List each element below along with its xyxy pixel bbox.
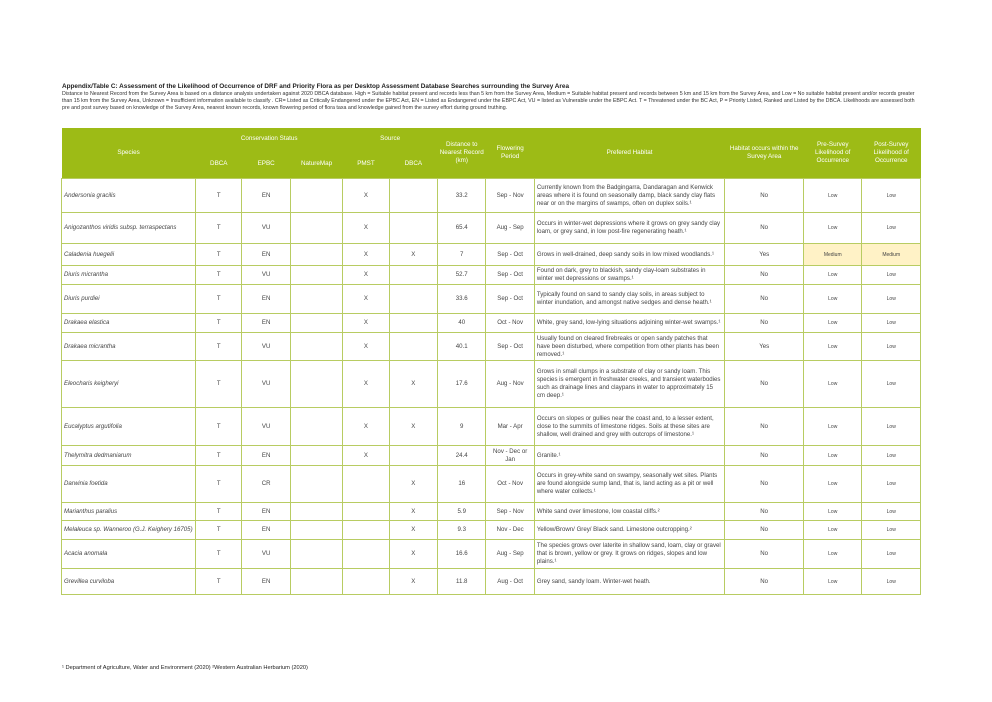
pre-survey-cell: Low [804,266,862,285]
table-row [62,314,921,333]
pre-survey-cell: Low [804,333,862,361]
dbca-status-cell: T [196,179,242,213]
distance-cell: 7 [438,244,486,266]
pmst-cell: X [343,333,389,361]
pmst-cell: X [343,285,389,314]
dbca-status-cell: T [196,213,242,244]
pmst-cell: X [343,408,389,446]
naturemap-cell [290,314,342,333]
naturemap-cell [290,285,342,314]
species-cell: Acacia anomala [62,540,196,569]
dbca-status-cell: T [196,333,242,361]
dbca-source-cell: X [389,503,437,521]
habitat-cell: Occurs in winter-wet depressions where it grows on grey sandy clay loam, or grey sand, in low post-fire regenerating heath.¹ [534,213,725,244]
dbca-status-cell: T [196,503,242,521]
epbc-status-cell: EN [242,179,290,213]
habitat-cell: Usually found on cleared firebreaks or open sandy patches that have been disturbed, where competition from other plants has been removed.¹ [534,333,725,361]
flowering-cell: Sep - Nov [486,179,534,213]
post-survey-cell: Low [862,503,921,521]
distance-cell: 16 [438,466,486,503]
header-epbc: EPBC [242,150,290,179]
flowering-cell: Aug - Nov [486,361,534,408]
dbca-status-cell: T [196,466,242,503]
flowering-cell: Sep - Oct [486,285,534,314]
pmst-cell [343,503,389,521]
naturemap-cell [290,466,342,503]
header-flowering: Flowering Period [486,128,534,179]
species-cell: Darwinia foetida [62,466,196,503]
species-cell: Caladenia huegelii [62,244,196,266]
post-survey-cell: Low [862,314,921,333]
epbc-status-cell: EN [242,314,290,333]
likelihood-table [61,128,921,595]
dbca-status-cell: T [196,540,242,569]
species-cell: Thelymitra dedmaniarum [62,446,196,466]
table-body [62,179,921,595]
flowering-cell: Oct - Nov [486,314,534,333]
flowering-cell: Nov - Dec or Jan [486,446,534,466]
pre-survey-cell: Medium [804,244,862,266]
habitat-occurs-cell: No [725,179,804,213]
habitat-occurs-cell: No [725,213,804,244]
pmst-cell: X [343,314,389,333]
table-row [62,466,921,503]
species-cell: Drakaea micrantha [62,333,196,361]
habitat-occurs-cell: Yes [725,333,804,361]
species-cell: Eucalyptus argutifolia [62,408,196,446]
epbc-status-cell: VU [242,213,290,244]
dbca-status-cell: T [196,266,242,285]
habitat-occurs-cell: No [725,314,804,333]
table-row [62,446,921,466]
pre-survey-cell: Low [804,446,862,466]
table-row [62,244,921,266]
habitat-occurs-cell: No [725,521,804,540]
dbca-source-cell [389,266,437,285]
distance-cell: 24.4 [438,446,486,466]
naturemap-cell [290,244,342,266]
habitat-occurs-cell: Yes [725,244,804,266]
pre-survey-cell: Low [804,361,862,408]
table-row [62,503,921,521]
dbca-status-cell: T [196,244,242,266]
table-row [62,266,921,285]
flowering-cell: Sep - Oct [486,266,534,285]
post-survey-cell: Low [862,333,921,361]
flowering-cell: Oct - Nov [486,466,534,503]
distance-cell: 16.6 [438,540,486,569]
distance-cell: 52.7 [438,266,486,285]
habitat-occurs-cell: No [725,540,804,569]
epbc-status-cell: EN [242,285,290,314]
pre-survey-cell: Low [804,521,862,540]
pre-survey-cell: Low [804,285,862,314]
flowering-cell: Mar - Apr [486,408,534,446]
epbc-status-cell: EN [242,569,290,595]
dbca-source-cell [389,179,437,213]
dbca-source-cell: X [389,521,437,540]
table-row [62,333,921,361]
habitat-cell: Yellow/Brown/ Grey/ Black sand. Limestone outcropping.² [534,521,725,540]
header-pre-survey: Pre-Survey Likelihood of Occurrence [804,128,862,179]
post-survey-cell: Low [862,285,921,314]
habitat-cell: Typically found on sand to sandy clay soils, in areas subject to winter inundation, and amongst native sedges and dense heath.¹ [534,285,725,314]
dbca-status-cell: T [196,285,242,314]
habitat-cell: White, grey sand, low-lying situations adjoining winter-wet swamps.¹ [534,314,725,333]
table-row [62,179,921,213]
species-cell: Andersonia gracilis [62,179,196,213]
post-survey-cell: Low [862,521,921,540]
header-species: Species [62,128,196,179]
habitat-cell: Found on dark, grey to blackish, sandy clay-loam substrates in winter wet depressions or swamps.¹ [534,266,725,285]
distance-cell: 65.4 [438,213,486,244]
naturemap-cell [290,446,342,466]
epbc-status-cell: EN [242,521,290,540]
habitat-cell: Currently known from the Badgingarra, Dandaragan and Kenwick areas where it is found on seasonally damp, black sandy clay flats near or on the margins of swamps, often on duplex soils.¹ [534,179,725,213]
species-cell: Anigozanthos viridis subsp. terraspectans [62,213,196,244]
distance-cell: 9.3 [438,521,486,540]
flowering-cell: Sep - Oct [486,333,534,361]
naturemap-cell [290,361,342,408]
post-survey-cell: Medium [862,244,921,266]
header-source: Source [343,128,438,150]
species-cell: Melaleuca sp. Wanneroo (G.J. Keighery 16705) [62,521,196,540]
habitat-cell: The species grows over laterite in shallow sand, loam, clay or gravel that is brown, yellow or grey. It grows on ridges, slopes and low plains.¹ [534,540,725,569]
table-title: Appendix/Table C: Assessment of the Likelihood of Occurrence of DRF and Priority Flora as per Desktop Assessment Database Searches surrounding the Survey Area [62,83,570,90]
naturemap-cell [290,503,342,521]
habitat-cell: Granite.¹ [534,446,725,466]
pre-survey-cell: Low [804,569,862,595]
pmst-cell: X [343,244,389,266]
epbc-status-cell: VU [242,408,290,446]
dbca-source-cell [389,213,437,244]
pre-survey-cell: Low [804,179,862,213]
pmst-cell [343,521,389,540]
distance-cell: 40 [438,314,486,333]
flowering-cell: Nov - Dec [486,521,534,540]
dbca-source-cell: X [389,361,437,408]
header-naturemap: NatureMap [290,150,342,179]
dbca-source-cell: X [389,466,437,503]
distance-cell: 40.1 [438,333,486,361]
habitat-occurs-cell: No [725,361,804,408]
pmst-cell: X [343,446,389,466]
habitat-occurs-cell: No [725,266,804,285]
naturemap-cell [290,266,342,285]
header-habitat: Prefered Habitat [534,128,725,179]
epbc-status-cell: VU [242,266,290,285]
pre-survey-cell: Low [804,503,862,521]
epbc-status-cell: VU [242,361,290,408]
habitat-cell: Occurs in grey-white sand on swampy, seasonally wet sites. Plants are found alongside sump land, that is, land acting as a pit or well where water collects.¹ [534,466,725,503]
dbca-status-cell: T [196,521,242,540]
dbca-source-cell: X [389,244,437,266]
dbca-source-cell: X [389,408,437,446]
habitat-cell: Grey sand, sandy loam. Winter-wet heath. [534,569,725,595]
dbca-status-cell: T [196,314,242,333]
pre-survey-cell: Low [804,408,862,446]
naturemap-cell [290,569,342,595]
habitat-occurs-cell: No [725,503,804,521]
species-cell: Drakaea elastica [62,314,196,333]
post-survey-cell: Low [862,466,921,503]
post-survey-cell: Low [862,408,921,446]
dbca-source-cell: X [389,569,437,595]
flowering-cell: Aug - Sep [486,213,534,244]
distance-cell: 17.6 [438,361,486,408]
header-pmst: PMST [343,150,389,179]
naturemap-cell [290,540,342,569]
table-row [62,521,921,540]
habitat-cell: Grows in small clumps in a substrate of clay or sandy loam. This species is emergent in freshwater creeks, and transient waterbodies such as drainage lines and claypans in water to approximately 15 cm deep.¹ [534,361,725,408]
dbca-status-cell: T [196,446,242,466]
dbca-status-cell: T [196,361,242,408]
habitat-occurs-cell: No [725,285,804,314]
post-survey-cell: Low [862,540,921,569]
distance-cell: 11.8 [438,569,486,595]
dbca-source-cell [389,285,437,314]
epbc-status-cell: CR [242,466,290,503]
species-cell: Grevillea curviloba [62,569,196,595]
epbc-status-cell: VU [242,540,290,569]
pmst-cell [343,569,389,595]
species-cell: Marianthus paralius [62,503,196,521]
post-survey-cell: Low [862,361,921,408]
table-intro: Distance to Nearest Record from the Survey Area is based on a distance analysis undertaken against 2020 DBCA database. High = Suitable habitat present and records less than 5 km from the Survey Area, Medium = Suitable habitat present and records between 5 km and 15 km from the Survey Area, and Low = No suitable habitat present and/or records greater than 15 km from the Survey Area, Unknown = Insufficient information available to classify . CR= Listed as Critically Endangered under the EPBC Act, EN = Listed as Endangered under the EBPC Act, VU = listed as Vulnerable under the EBPC Act. T = Threatened under the BC Act, P = Priority Listed, Ranked and Listed by the DBCA. Likelihoods are assessed both pre and post survey based on knowledge of the Survey Area, nearest known records, known flowering period of flora taxa and knowledge gained from the survey effort during ground truthing. [62,91,915,111]
pre-survey-cell: Low [804,540,862,569]
pmst-cell [343,540,389,569]
post-survey-cell: Low [862,213,921,244]
habitat-occurs-cell: No [725,446,804,466]
post-survey-cell: Low [862,446,921,466]
pre-survey-cell: Low [804,314,862,333]
table-row [62,569,921,595]
flowering-cell: Aug - Oct [486,569,534,595]
epbc-status-cell: EN [242,446,290,466]
habitat-occurs-cell: No [725,466,804,503]
pre-survey-cell: Low [804,213,862,244]
post-survey-cell: Low [862,569,921,595]
table-row [62,361,921,408]
pmst-cell [343,466,389,503]
species-cell: Diuris purdiei [62,285,196,314]
flowering-cell: Sep - Oct [486,244,534,266]
dbca-source-cell [389,446,437,466]
header-dbca: DBCA [196,150,242,179]
pre-survey-cell: Low [804,466,862,503]
dbca-source-cell [389,314,437,333]
pmst-cell: X [343,361,389,408]
table-row [62,213,921,244]
flowering-cell: Aug - Sep [486,540,534,569]
pmst-cell: X [343,179,389,213]
naturemap-cell [290,521,342,540]
habitat-cell: Occurs on slopes or gullies near the coast and, to a lesser extent, close to the summits of limestone ridges. Soils at these sites are shallow, well drained and grey with outcrops of limestone.¹ [534,408,725,446]
epbc-status-cell: EN [242,244,290,266]
naturemap-cell [290,333,342,361]
distance-cell: 33.2 [438,179,486,213]
header-post-survey: Post-Survey Likelihood of Occurrence [862,128,921,179]
naturemap-cell [290,408,342,446]
pmst-cell: X [343,266,389,285]
dbca-source-cell: X [389,540,437,569]
dbca-status-cell: T [196,569,242,595]
habitat-occurs-cell: No [725,408,804,446]
species-cell: Eleocharis keigheryi [62,361,196,408]
habitat-cell: Grows in well-drained, deep sandy soils in low mixed woodlands.¹ [534,244,725,266]
epbc-status-cell: EN [242,503,290,521]
table-row [62,408,921,446]
distance-cell: 5.9 [438,503,486,521]
table-row [62,285,921,314]
distance-cell: 9 [438,408,486,446]
post-survey-cell: Low [862,266,921,285]
dbca-source-cell [389,333,437,361]
footnote: ¹ Department of Agriculture, Water and Environment (2020) ²Western Australian Herbarium (2020) [62,665,308,671]
header-conservation-status: Conservation Status [196,128,343,150]
header-distance: Distance to Nearest Record (km) [438,128,486,179]
dbca-status-cell: T [196,408,242,446]
species-cell: Diuris micrantha [62,266,196,285]
epbc-status-cell: VU [242,333,290,361]
naturemap-cell [290,213,342,244]
post-survey-cell: Low [862,179,921,213]
habitat-occurs-cell: No [725,569,804,595]
distance-cell: 33.6 [438,285,486,314]
pmst-cell: X [343,213,389,244]
table-row [62,540,921,569]
header-habitat-occurs: Habitat occurs within the Survey Area [725,128,804,179]
header-dbca-source: DBCA [389,150,437,179]
naturemap-cell [290,179,342,213]
habitat-cell: White sand over limestone, low coastal cliffs.² [534,503,725,521]
flowering-cell: Sep - Nov [486,503,534,521]
